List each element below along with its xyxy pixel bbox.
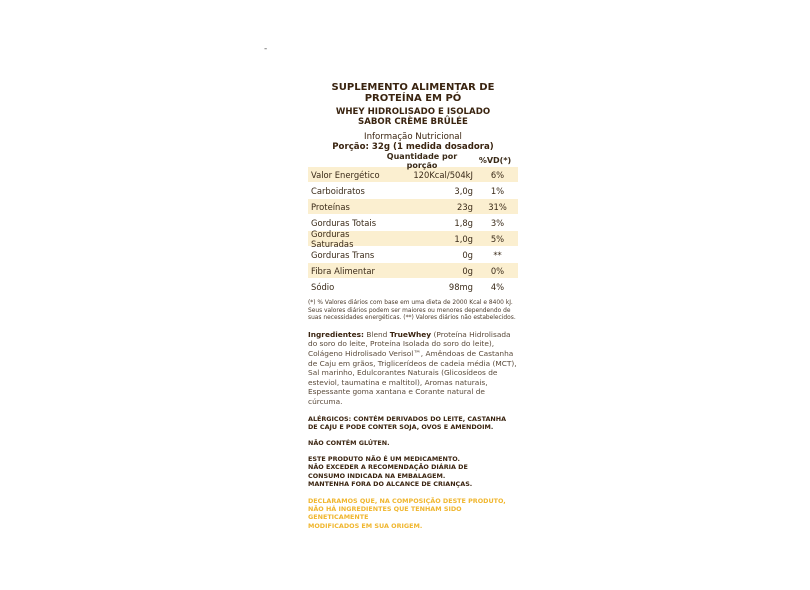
nutrient-name: Fibra Alimentar xyxy=(311,265,375,276)
header-vd: %VD(*) xyxy=(478,156,512,165)
nutrient-qty: 0g xyxy=(462,249,473,260)
ingredients-text: (Proteína Hidrolisada do soro do leite, Proteína Isolada do soro do leite), Colágeno Hidrolisado Verisol™, Amêndoas de Castanha de Caju em grãos, Triglicerídeos de cadeia média (MCT), Sal marinho, Edulcorantes Naturais (Glicosídeos de esteviol, taumatina e maltitol), Aromas naturais, Espessante goma xantana e Corante natural de cúrcuma. xyxy=(308,329,517,406)
nutrient-vd: 4% xyxy=(490,281,505,292)
nutrition-label xyxy=(308,82,518,530)
ingredients-pre: Blend xyxy=(366,329,388,339)
nutrient-vd: 1% xyxy=(490,185,505,196)
subtitle-line: WHEY HIDROLISADO E ISOLADO xyxy=(335,107,491,117)
portion-text: Porção: 32g (1 medida dosadora) xyxy=(332,142,494,152)
subtitle-line: SABOR CRÈME BRÛLÉE xyxy=(358,117,468,127)
nutrient-name: Gorduras Saturadas xyxy=(311,228,354,249)
allergens-line: DE CAJU E PODE CONTER SOJA, OVOS E AMENDOIM. xyxy=(308,422,494,431)
nutrient-qty: 1,8g xyxy=(454,217,473,228)
title-line: PROTEÍNA EM PÓ xyxy=(364,93,462,104)
nutrient-name: Gorduras Trans xyxy=(311,249,375,260)
nutrient-name: Gorduras Totais xyxy=(311,217,377,228)
gmo-line: NÃO HÁ INGREDIENTES QUE TENHAM SIDO GENETICAMENTE xyxy=(308,505,462,522)
nutrient-name: Valor Energético xyxy=(311,169,380,180)
dash-mark: - xyxy=(264,44,268,54)
ingredients-brand: TrueWhey xyxy=(389,329,432,339)
nutrient-vd: ** xyxy=(493,249,502,260)
allergens-line: ALÉRGICOS: CONTÉM DERIVADOS DO LEITE, CASTANHA xyxy=(308,414,507,423)
table-row xyxy=(308,263,518,278)
table-row xyxy=(308,183,518,198)
table-row xyxy=(308,279,518,294)
info-title: Informação Nutricional xyxy=(364,132,462,142)
nutrient-vd: 31% xyxy=(488,201,507,212)
warning-line: NÃO EXCEDER A RECOMENDAÇÃO DIÁRIA DE xyxy=(308,463,468,472)
warnings xyxy=(308,455,518,488)
header-qty: Quantidade por porção xyxy=(386,151,458,170)
title-line: SUPLEMENTO ALIMENTAR DE xyxy=(331,82,495,93)
nutrient-qty: 98mg xyxy=(448,281,473,292)
gluten-notice: NÃO CONTÉM GLÚTEN. xyxy=(308,438,390,447)
table-row xyxy=(308,199,518,214)
ingredients-label: Ingredientes: xyxy=(308,329,364,339)
nutrient-vd: 5% xyxy=(490,233,505,244)
nutrition-table xyxy=(308,167,518,294)
footnote: (*) % Valores diários com base em uma dieta de 2000 Kcal e 8400 kJ. Seus valores diários podem ser maiores ou menores dependendo de suas necessidades energéticas. (**) Valores diários não estabelecidos. xyxy=(308,300,516,322)
product-subtitle xyxy=(308,107,518,127)
nutrient-vd: 3% xyxy=(490,217,505,228)
nutrient-qty: 1,0g xyxy=(454,233,473,244)
nutrient-name: Carboidratos xyxy=(311,185,365,196)
nutrient-vd: 6% xyxy=(490,169,505,180)
table-row xyxy=(308,247,518,262)
warning-line: MANTENHA FORA DO ALCANCE DE CRIANÇAS. xyxy=(308,479,473,488)
gmo-line: MODIFICADOS EM SUA ORIGEM. xyxy=(308,521,423,530)
nutrient-name: Sódio xyxy=(311,281,335,292)
nutrient-name: Proteínas xyxy=(311,201,350,212)
product-title xyxy=(308,82,518,104)
warning-line: CONSUMO INDICADA NA EMBALAGEM. xyxy=(308,471,446,480)
allergens xyxy=(308,415,518,431)
nutrient-qty: 120Kcal/504kJ xyxy=(413,169,473,180)
table-row xyxy=(308,228,518,249)
nutrient-vd: 0% xyxy=(490,265,505,276)
gmo-line: DECLARAMOS QUE, NA COMPOSIÇÃO DESTE PRODUTO, xyxy=(308,496,506,505)
warning-line: ESTE PRODUTO NÃO É UM MEDICAMENTO. xyxy=(308,455,460,464)
nutrient-qty: 3,0g xyxy=(454,185,473,196)
gmo-declaration xyxy=(308,497,518,530)
nutrient-qty: 23g xyxy=(457,201,473,212)
nutrient-qty: 0g xyxy=(462,265,473,276)
table-row xyxy=(308,167,518,182)
table-header xyxy=(308,151,518,170)
ingredients xyxy=(308,330,518,407)
info-header xyxy=(308,132,518,152)
